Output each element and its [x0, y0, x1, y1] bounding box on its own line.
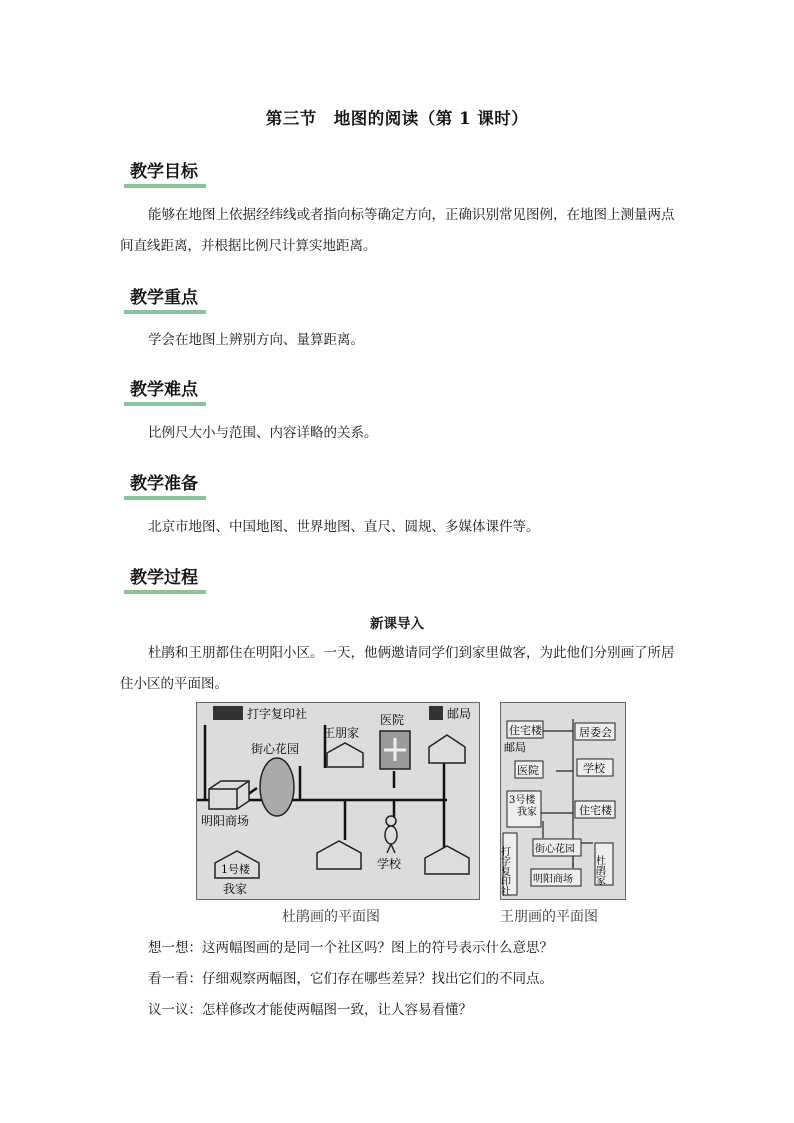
- page-title: 第三节 地图的阅读（第 1 课时）: [265, 109, 529, 128]
- label-wangpeng-home: 王朋家: [323, 726, 360, 740]
- label-residential-a: 住宅楼: [509, 724, 542, 737]
- intro-text: 杜鹃和王朋都住在明阳小区。一天，他俩邀请同学们到家里做客，为此他们分别画了所居住小区的平面图。: [120, 645, 675, 692]
- label-residential-b: 住宅楼: [579, 804, 612, 817]
- label-print-shop: 打字复印社: [247, 707, 308, 721]
- label-hospital-r: 医院: [517, 764, 539, 777]
- label-my-home-r: 我家: [517, 807, 537, 818]
- objectives-text: 能够在地图上依据经纬线或者指向标等确定方向，正确识别常见图例，在地图上测量两点间直线距离，并根据比例尺计算实地距离。: [120, 207, 675, 254]
- label-print-shop-r: 打字复印社: [498, 846, 510, 896]
- label-school-r: 学校: [583, 762, 605, 775]
- label-building3: 3号楼: [509, 795, 536, 806]
- map-dujuan: [196, 702, 480, 900]
- section-heading-objectives: 教学目标: [124, 158, 206, 188]
- label-garden-r: 街心花园: [535, 844, 575, 855]
- map-wangpeng-drawing: [498, 703, 625, 899]
- section-heading-process: 教学过程: [124, 564, 206, 594]
- preparation-text: 北京市地图、中国地图、世界地图、直尺、圆规、多媒体课件等。: [148, 519, 540, 535]
- label-my-home: 我家: [223, 882, 248, 896]
- caption-map-dujuan: 杜鹃画的平面图: [282, 909, 380, 925]
- label-school: 学校: [377, 857, 402, 871]
- caption-map-wangpeng: 王朋画的平面图: [500, 909, 598, 925]
- label-mall: 明阳商场: [201, 814, 250, 828]
- question-discuss: 议一议：怎样修改才能使两幅图一致，让人容易看懂？: [148, 1002, 472, 1018]
- map-dujuan-drawing: [197, 703, 479, 899]
- question-think: 想一想：这两幅图画的是同一个社区吗？图上的符号表示什么意思？: [148, 940, 553, 956]
- subheading-intro: 新课导入: [370, 616, 424, 632]
- label-committee: 居委会: [579, 726, 612, 739]
- label-dujuan-home: 杜鹃家: [593, 855, 605, 885]
- question-look: 看一看：仔细观察两幅图，它们存在哪些差异？找出它们的不同点。: [148, 971, 553, 987]
- label-garden: 街心花园: [251, 742, 300, 756]
- section-heading-difficulties: 教学难点: [124, 376, 206, 406]
- label-mall-r: 明阳商场: [533, 874, 573, 885]
- label-hospital: 医院: [380, 713, 405, 727]
- map-wangpeng: [500, 702, 626, 900]
- label-post-office-r: 邮局: [504, 741, 526, 754]
- label-building1: 1号楼: [221, 863, 250, 876]
- label-post-office: 邮局: [447, 707, 472, 721]
- key-points-text: 学会在地图上辨别方向、量算距离。: [148, 332, 364, 348]
- section-heading-preparation: 教学准备: [124, 470, 206, 500]
- section-heading-key-points: 教学重点: [124, 284, 206, 314]
- difficulties-text: 比例尺大小与范围、内容详略的关系。: [148, 425, 378, 441]
